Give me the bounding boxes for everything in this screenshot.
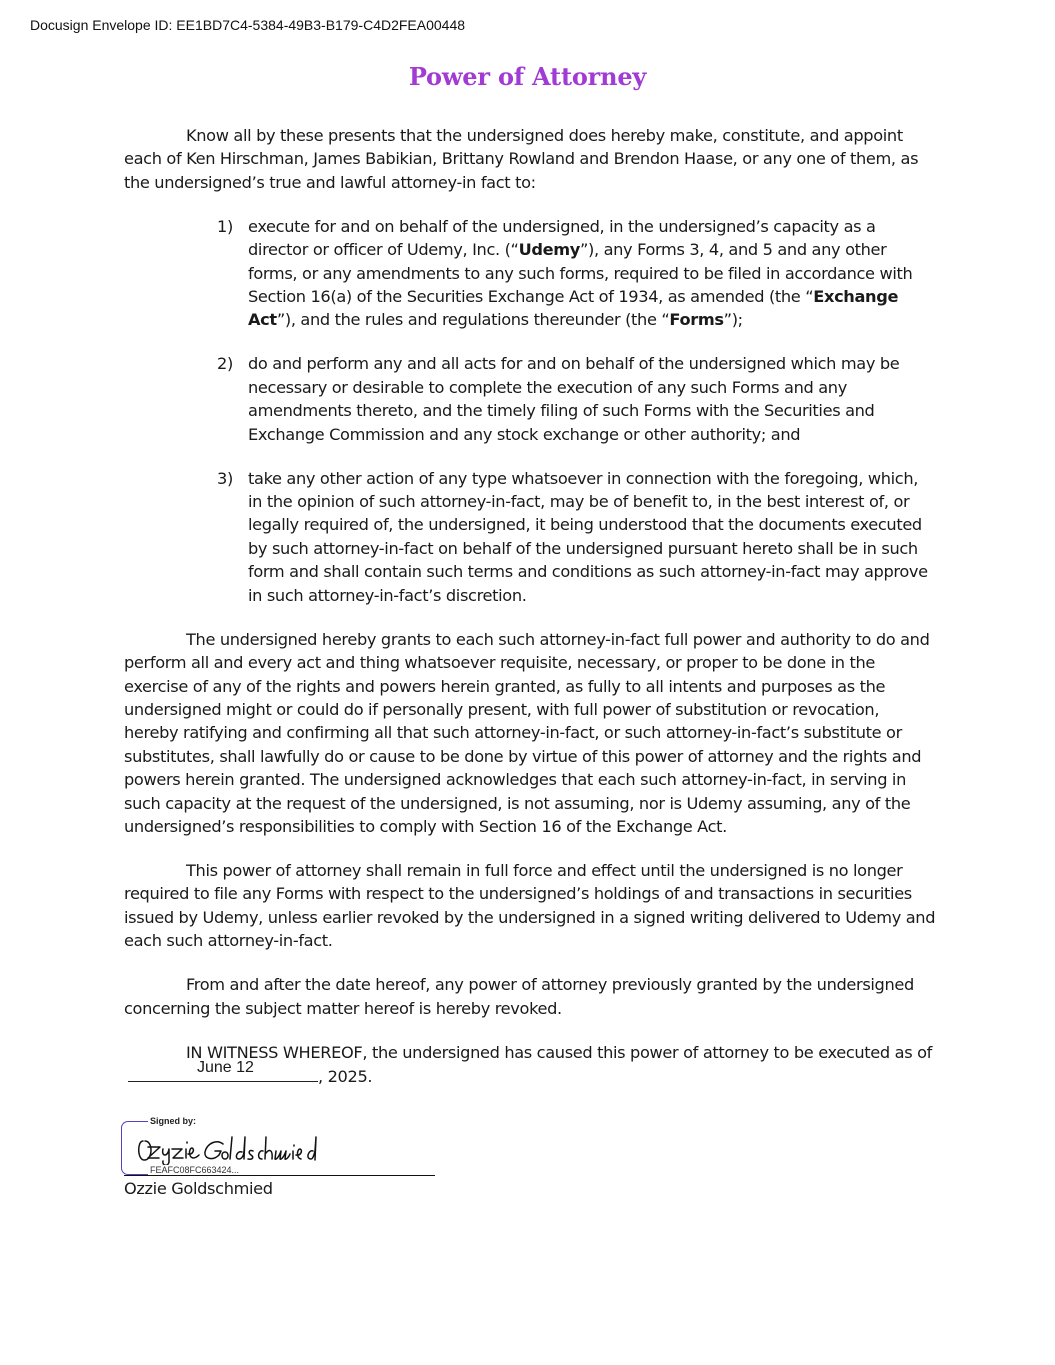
text-segment: ”); bbox=[723, 310, 743, 330]
list-item-number: 3) bbox=[217, 468, 233, 488]
list-item-number: 2) bbox=[217, 354, 233, 374]
list-item bbox=[217, 467, 936, 607]
page-title: Power of Attorney bbox=[408, 62, 647, 91]
defined-term-forms: Forms bbox=[669, 310, 724, 330]
document-body bbox=[124, 124, 936, 1109]
text-segment: ”), any Forms 3, 4, and 5 and any other forms, or any amendments to any such forms, required to be filed in accordance with Section 16(a) of the Securities Exchange Act of 1934, as amended (the “ bbox=[248, 240, 913, 307]
signed-by-label: Signed by: bbox=[150, 1116, 197, 1126]
signature-block bbox=[121, 1113, 441, 1208]
witness-paragraph bbox=[124, 1041, 936, 1089]
list-item-text: take any other action of any type whatsoever in connection with the foregoing, which, in the opinion of such attorney-in-fact, may be of benefit to, in the best interest of, or legally required of, the undersigned, it being understood that the documents executed by such attorney-in-fact on behalf of the undersigned pursuant hereto shall be in such form and shall contain such terms and conditions as such attorney-in-fact may approve in such attorney-in-fact’s discretion. bbox=[248, 468, 928, 605]
date-field bbox=[128, 1058, 318, 1082]
defined-term-exchange-act: Exchange Act bbox=[248, 287, 899, 330]
signature-hash: FEAFC08FC663424... bbox=[150, 1165, 240, 1175]
intro-paragraph: Know all by these presents that the undersigned does hereby make, constitute, and appoint each of Ken Hirschman, James Babikian, Brittany Rowland and Brendon Haase, or any one of them, as the undersigned’s true and lawful attorney-in fact to: bbox=[124, 126, 919, 192]
grant-paragraph: The undersigned hereby grants to each such attorney-in-fact full power and authority to do and perform all and every act and thing whatsoever requisite, necessary, or proper to be done in the exercise of any of the rights and powers herein granted, as fully to all intents and purposes as the undersigned might or could do if personally present, with full power of substitution or revocation, hereby ratifying and confirming all that such attorney-in-fact, or such attorney-in-fact’s substitute or substitutes, shall lawfully do or cause to be done by virtue of this power of attorney and the rights and powers herein granted. The undersigned acknowledges that each such attorney-in-fact, in serving in such capacity at the request of the undersigned, is not assuming, nor is Udemy assuming, any of the undersigned’s responsibilities to comply with Section 16 of the Exchange Act. bbox=[124, 629, 930, 836]
handwritten-signature bbox=[135, 1127, 335, 1167]
list-item-text bbox=[248, 217, 912, 330]
revocation-paragraph: From and after the date hereof, any power of attorney previously granted by the undersigned concerning the subject matter hereof is hereby revoked. bbox=[124, 975, 914, 1018]
list-item-number: 1) bbox=[217, 216, 233, 236]
witness-text: IN WITNESS WHEREOF, the undersigned has caused this power of attorney to be executed as of bbox=[186, 1042, 932, 1062]
witness-year: , 2025. bbox=[318, 1066, 373, 1086]
list-item bbox=[217, 215, 936, 332]
envelope-id: Docusign Envelope ID: EE1BD7C4-5384-49B3-B179-C4D2FEA00448 bbox=[30, 17, 466, 33]
list-item-text: do and perform any and all acts for and on behalf of the undersigned which may be necessary or desirable to complete the execution of any such Forms and any amendments thereto, and the timely filing of such Forms with the Securities and Exchange Commission and any stock exchange or other authority; and bbox=[248, 354, 900, 444]
text-segment: execute for and on behalf of the undersigned, in the undersigned’s capacity as a director or officer of Udemy, Inc. (“ bbox=[248, 216, 876, 260]
duration-paragraph: This power of attorney shall remain in full force and effect until the undersigned is no longer required to file any Forms with respect to the undersigned’s holdings of and transactions in securities issued by Udemy, unless earlier revoked by the undersigned in a signed writing delivered to Udemy and each such attorney-in-fact. bbox=[124, 860, 936, 951]
powers-list bbox=[124, 215, 936, 607]
defined-term-udemy: Udemy bbox=[518, 240, 580, 260]
signature-line bbox=[124, 1175, 435, 1176]
date-value: June 12 bbox=[197, 1058, 254, 1076]
text-segment: ”), and the rules and regulations thereunder (the “ bbox=[276, 310, 670, 330]
list-item bbox=[217, 352, 936, 446]
signer-name: Ozzie Goldschmied bbox=[124, 1179, 273, 1198]
